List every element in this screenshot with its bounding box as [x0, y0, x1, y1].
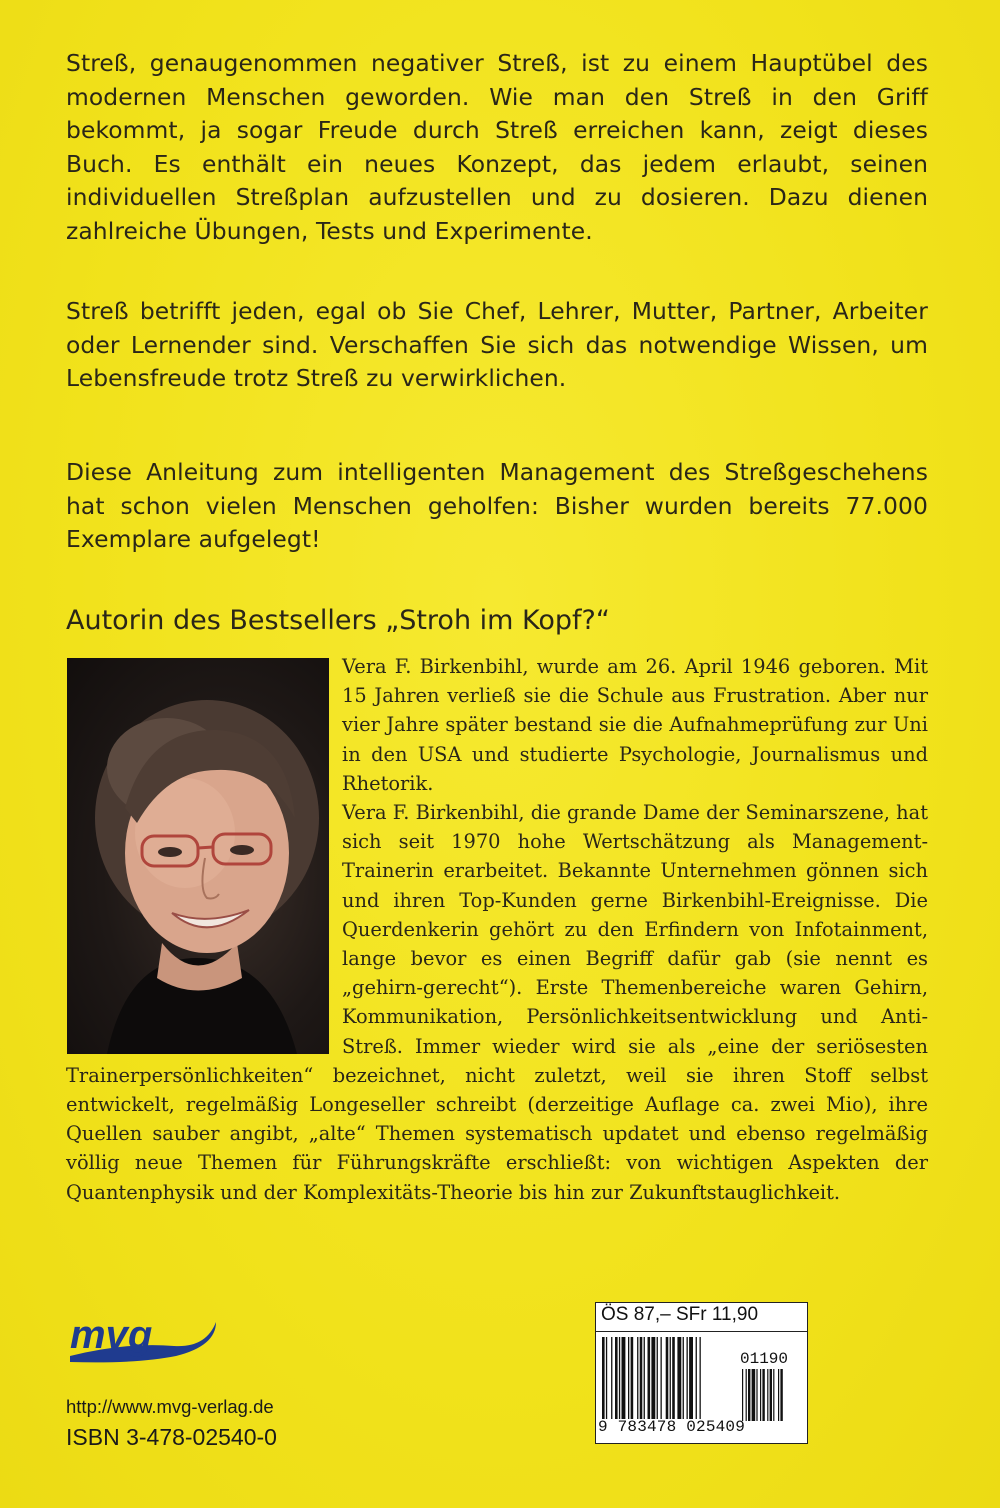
price-label: ÖS 87,– SFr 11,90	[601, 1304, 759, 1325]
barcode-addon-bar	[773, 1369, 774, 1421]
barcode-bar	[672, 1337, 675, 1419]
mvg-logo	[66, 1312, 226, 1372]
barcode-addon-bar	[760, 1369, 761, 1421]
barcode-bar	[606, 1337, 607, 1419]
barcode-bar	[683, 1337, 684, 1419]
barcode-bar	[651, 1337, 655, 1419]
barcode-bar	[615, 1337, 618, 1419]
barcode-addon-bar	[770, 1369, 772, 1421]
barcode-addon-bar	[752, 1369, 756, 1421]
barcode-bar	[644, 1337, 645, 1419]
mvg-logo-text: mvg	[70, 1313, 153, 1357]
barcode-bar	[666, 1337, 669, 1419]
barcode-bar	[687, 1337, 688, 1419]
ean-number: 9 783478 025409	[598, 1418, 746, 1436]
price-divider	[595, 1331, 807, 1332]
blurb-paragraph-1: Streß, genaugenommen negativer Streß, ist zu einem Hauptübel des modernen Menschen geworden. Wie man den Streß in den Griff bekommt, ja sogar Freude durch Streß erreichen kann, zeigt dieses Buch. Es enthält ein neues Konzept, das jedem erlaubt, seinen individuellen Streßplan aufzustellen und zu dosieren. Dazu dienen zahlreiche Übungen, Tests und Experimente.	[66, 49, 928, 245]
barcode-bar	[657, 1337, 658, 1419]
author-biography	[66, 652, 928, 1207]
barcode-bar	[670, 1337, 671, 1419]
author-heading: Autorin des Bestsellers „Stroh im Kopf?“	[66, 605, 610, 636]
barcode-bar	[619, 1337, 620, 1419]
barcode-addon-bar	[746, 1369, 747, 1421]
author-bio-part-1: Vera F. Birkenbihl, wurde am 26. April 1946 geboren. Mit 15 Jahren verließ sie die Schule aus Frustration. Aber nur vier Jahre später bestand sie die Aufnahmeprüfung zur Uni in den USA und studierte Psychologie, Journalismus und Rhetorik.	[342, 655, 928, 795]
barcode-bar	[677, 1337, 681, 1419]
barcode-bar	[689, 1337, 693, 1419]
barcode-bar	[631, 1337, 634, 1419]
barcode-addon-bar	[756, 1369, 757, 1421]
barcode-bar	[700, 1337, 701, 1419]
barcode-addon-bar	[780, 1369, 782, 1421]
photo-spacer	[66, 652, 342, 1060]
barcode-bar	[637, 1337, 638, 1419]
barcode-bar	[611, 1337, 612, 1419]
barcode-addon-bar	[767, 1369, 768, 1421]
barcode-addon-bar	[778, 1369, 779, 1421]
barcode-addon-bar	[748, 1369, 750, 1421]
barcode-bar	[640, 1337, 643, 1419]
author-bio-part-2: Vera F. Birkenbihl, die grande Dame der Seminarszene, hat sich seit 1970 hohe Wertschätzung als Management-Trainerin erarbeitet. Bekannte Unternehmen gönnen sich und ihren Top-Kunden gerne Birkenbihl-Ereignisse. Die Querdenkerin gehört zu den Erfindern von Infotainment, lange bevor es einen Begriff dafür gab (sie nennt es „gehirn-gerecht“). Erste Themenbereiche waren Gehirn, Kommunikation, Persönlichkeitsentwicklung und Anti-Streß. Immer wieder wird sie als „eine der seriösesten Trainerpersönlichkeiten“ bezeichnet, nicht zuletzt, weil sie ihren Stoff selbst entwickelt, regelmäßig Longeseller schreibt (derzeitige Auflage ca. zwei Mio), ihre Quellen sauber angibt, „alte“ Themen systematisch updatet und ebenso regelmäßig völlig neue Themen für Führungskräfte erschließt: von wichtigen Aspekten der Quantenphysik und der Komplexitäts-Theorie bis hin zur Zukunftstauglichkeit.	[66, 801, 928, 1204]
blurb-paragraph-3: Diese Anleitung zum intelligenten Management des Streßgeschehens hat schon vielen Menschen geholfen: Bisher wurden bereits 77.000 Exemplare aufgelegt!	[66, 458, 928, 553]
barcode-bar	[602, 1337, 605, 1419]
blurb-paragraph-2: Streß betrifft jeden, egal ob Sie Chef, Lehrer, Mutter, Partner, Arbeiter oder Lernender sind. Verschaffen Sie sich das notwendige Wissen, um Lebensfreude trotz Streß zu verwirklichen.	[66, 297, 928, 392]
publisher-url: http://www.mvg-verlag.de	[66, 1396, 274, 1417]
barcode-bar	[622, 1337, 626, 1419]
barcode-bar	[628, 1337, 629, 1419]
barcode-addon-bar	[762, 1369, 764, 1421]
isbn-number: ISBN 3-478-02540-0	[66, 1424, 277, 1450]
barcode-addon-number: 01190	[740, 1350, 789, 1368]
barcode-bar	[648, 1337, 651, 1419]
barcode-bar	[696, 1337, 697, 1419]
mvg-logo-mark	[66, 1312, 226, 1372]
barcode-bar	[661, 1337, 662, 1419]
barcode-addon-bar	[742, 1369, 743, 1421]
